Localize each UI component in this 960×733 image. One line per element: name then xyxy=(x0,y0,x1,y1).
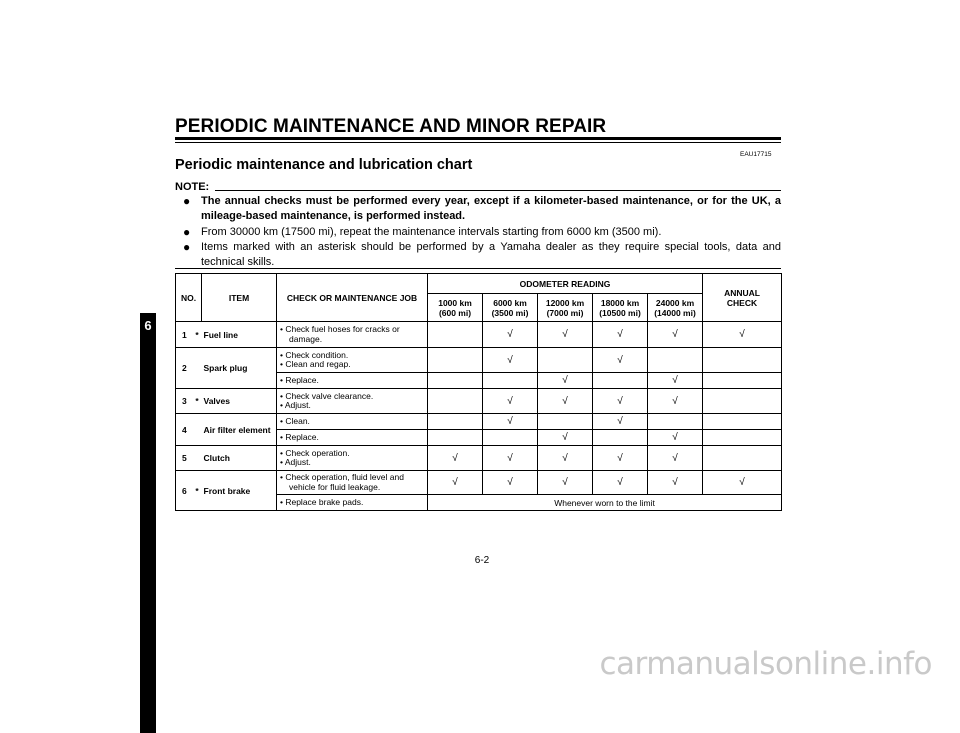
table-row xyxy=(176,471,782,495)
empty-cell xyxy=(703,389,782,414)
check-mark-cell: √ xyxy=(428,471,483,495)
check-mark-cell: √ xyxy=(648,471,703,495)
empty-cell xyxy=(703,348,782,373)
empty-cell xyxy=(593,430,648,446)
dealer-asterisk: * xyxy=(193,322,202,348)
table-row xyxy=(176,322,782,348)
job-line: • Check operation, fluid level and vehicle for fluid leakage. xyxy=(280,472,404,492)
row-number: 3 xyxy=(176,389,193,414)
header-odometer: ODOMETER READING xyxy=(428,274,703,294)
dealer-asterisk xyxy=(193,414,202,446)
check-mark-cell: √ xyxy=(483,348,538,373)
header-no: NO. xyxy=(176,274,202,322)
watermark: carmanualsonline.info xyxy=(599,646,932,682)
empty-cell xyxy=(538,414,593,430)
header-interval-3: 12000 km (7000 mi) xyxy=(538,294,593,322)
page-header-title: PERIODIC MAINTENANCE AND MINOR REPAIR xyxy=(175,116,607,137)
note-bullet xyxy=(175,225,781,240)
empty-cell xyxy=(428,430,483,446)
row-number: 2 xyxy=(176,348,193,389)
maintenance-job xyxy=(277,430,428,446)
header-annual-check: ANNUAL CHECK xyxy=(703,274,782,322)
check-mark-cell: √ xyxy=(648,446,703,471)
job-line: • Replace brake pads. xyxy=(280,496,364,507)
row-number: 1 xyxy=(176,322,193,348)
note-rule xyxy=(215,190,781,191)
check-mark-cell: √ xyxy=(483,446,538,471)
check-mark-cell: √ xyxy=(648,430,703,446)
dealer-asterisk: * xyxy=(193,471,202,511)
header-job: CHECK OR MAINTENANCE JOB xyxy=(277,274,428,322)
dealer-asterisk: * xyxy=(193,389,202,414)
check-mark-cell: √ xyxy=(593,414,648,430)
check-mark-cell: √ xyxy=(593,446,648,471)
check-mark-cell: √ xyxy=(703,471,782,495)
check-mark-cell: √ xyxy=(593,322,648,348)
job-line: • Clean. xyxy=(280,415,310,426)
check-mark-cell: √ xyxy=(593,348,648,373)
chapter-tab-number: 6 xyxy=(144,318,152,333)
item-name: Air filter element xyxy=(202,414,277,446)
empty-cell xyxy=(483,430,538,446)
maintenance-job xyxy=(277,373,428,389)
bullet-dot-icon: ● xyxy=(183,225,191,239)
check-mark-cell: √ xyxy=(538,446,593,471)
empty-cell xyxy=(428,414,483,430)
section-heading: Periodic maintenance and lubrication chart xyxy=(175,157,473,173)
empty-cell xyxy=(703,430,782,446)
header-rule xyxy=(175,137,781,140)
check-mark-cell: √ xyxy=(538,373,593,389)
empty-cell xyxy=(428,348,483,373)
check-mark-cell: √ xyxy=(483,389,538,414)
maintenance-job xyxy=(277,348,428,373)
check-mark-cell: √ xyxy=(648,322,703,348)
empty-cell xyxy=(703,414,782,430)
table-row xyxy=(176,446,782,471)
header-interval-4: 18000 km (10500 mi) xyxy=(593,294,648,322)
dealer-asterisk xyxy=(193,348,202,389)
row-number: 4 xyxy=(176,414,193,446)
check-mark-cell: √ xyxy=(538,430,593,446)
note-bullet-text: The annual checks must be performed every year, except if a kilometer-based maintenance, or for the UK, a mileage-based maintenance, is performed instead. xyxy=(201,195,781,222)
header-interval-1: 1000 km (600 mi) xyxy=(428,294,483,322)
row-number: 5 xyxy=(176,446,193,471)
header-interval-5: 24000 km (14000 mi) xyxy=(648,294,703,322)
item-name: Front brake xyxy=(202,471,277,511)
maintenance-job xyxy=(277,322,428,348)
job-line: • Check operation. xyxy=(280,447,350,458)
table-row xyxy=(176,348,782,373)
empty-cell xyxy=(703,446,782,471)
check-mark-cell: √ xyxy=(483,322,538,348)
bullet-dot-icon: ● xyxy=(183,194,191,208)
row-number: 6 xyxy=(176,471,193,511)
check-mark-cell: √ xyxy=(538,471,593,495)
check-mark-cell: √ xyxy=(538,389,593,414)
bullet-dot-icon: ● xyxy=(183,240,191,254)
empty-cell xyxy=(538,348,593,373)
note-bullet xyxy=(175,194,781,224)
empty-cell xyxy=(703,373,782,389)
maintenance-chart-table xyxy=(175,273,782,511)
check-mark-cell: √ xyxy=(538,322,593,348)
empty-cell xyxy=(593,373,648,389)
note-bullet xyxy=(175,240,781,270)
item-name: Fuel line xyxy=(202,322,277,348)
item-name: Spark plug xyxy=(202,348,277,389)
job-line: • Check valve clearance. xyxy=(280,390,374,401)
job-line: • Check condition. xyxy=(280,349,349,360)
page-number: 6-2 xyxy=(474,555,490,566)
header-interval-2: 6000 km (3500 mi) xyxy=(483,294,538,322)
empty-cell xyxy=(648,348,703,373)
check-mark-cell: √ xyxy=(483,414,538,430)
check-mark-cell: √ xyxy=(648,373,703,389)
maintenance-job xyxy=(277,389,428,414)
empty-cell xyxy=(428,373,483,389)
note-bullet-text: Items marked with an asterisk should be performed by a Yamaha dealer as they require special tools, data and technical skills. xyxy=(201,241,781,268)
empty-cell xyxy=(428,389,483,414)
document-code: EAU17715 xyxy=(740,151,772,158)
header-rule-thin xyxy=(175,142,781,143)
dealer-asterisk xyxy=(193,446,202,471)
maintenance-job xyxy=(277,446,428,471)
job-line: • Adjust. xyxy=(280,400,311,410)
empty-cell xyxy=(428,322,483,348)
check-mark-cell: √ xyxy=(703,322,782,348)
item-name: Valves xyxy=(202,389,277,414)
check-mark-cell: √ xyxy=(428,446,483,471)
maintenance-job xyxy=(277,495,428,511)
note-end-rule xyxy=(175,268,781,269)
check-mark-cell: √ xyxy=(593,389,648,414)
empty-cell xyxy=(648,414,703,430)
header-item: ITEM xyxy=(202,274,277,322)
maintenance-job xyxy=(277,471,428,495)
item-name: Clutch xyxy=(202,446,277,471)
note-bullet-text: From 30000 km (17500 mi), repeat the maintenance intervals starting from 6000 km (3500 mi). xyxy=(201,226,662,238)
job-line: • Check fuel hoses for cracks or damage. xyxy=(280,324,400,344)
maintenance-job xyxy=(277,414,428,430)
job-line: • Clean and regap. xyxy=(280,359,351,369)
table-row xyxy=(176,389,782,414)
job-line: • Replace. xyxy=(280,431,319,442)
check-mark-cell: √ xyxy=(593,471,648,495)
check-mark-cell: √ xyxy=(483,471,538,495)
note-label: NOTE: xyxy=(175,181,210,193)
check-mark-cell: √ xyxy=(648,389,703,414)
interval-note: Whenever worn to the limit xyxy=(428,495,782,511)
job-line: • Replace. xyxy=(280,374,319,385)
job-line: • Adjust. xyxy=(280,457,311,467)
table-row xyxy=(176,414,782,430)
empty-cell xyxy=(483,373,538,389)
maintenance-chart-body xyxy=(176,322,782,511)
